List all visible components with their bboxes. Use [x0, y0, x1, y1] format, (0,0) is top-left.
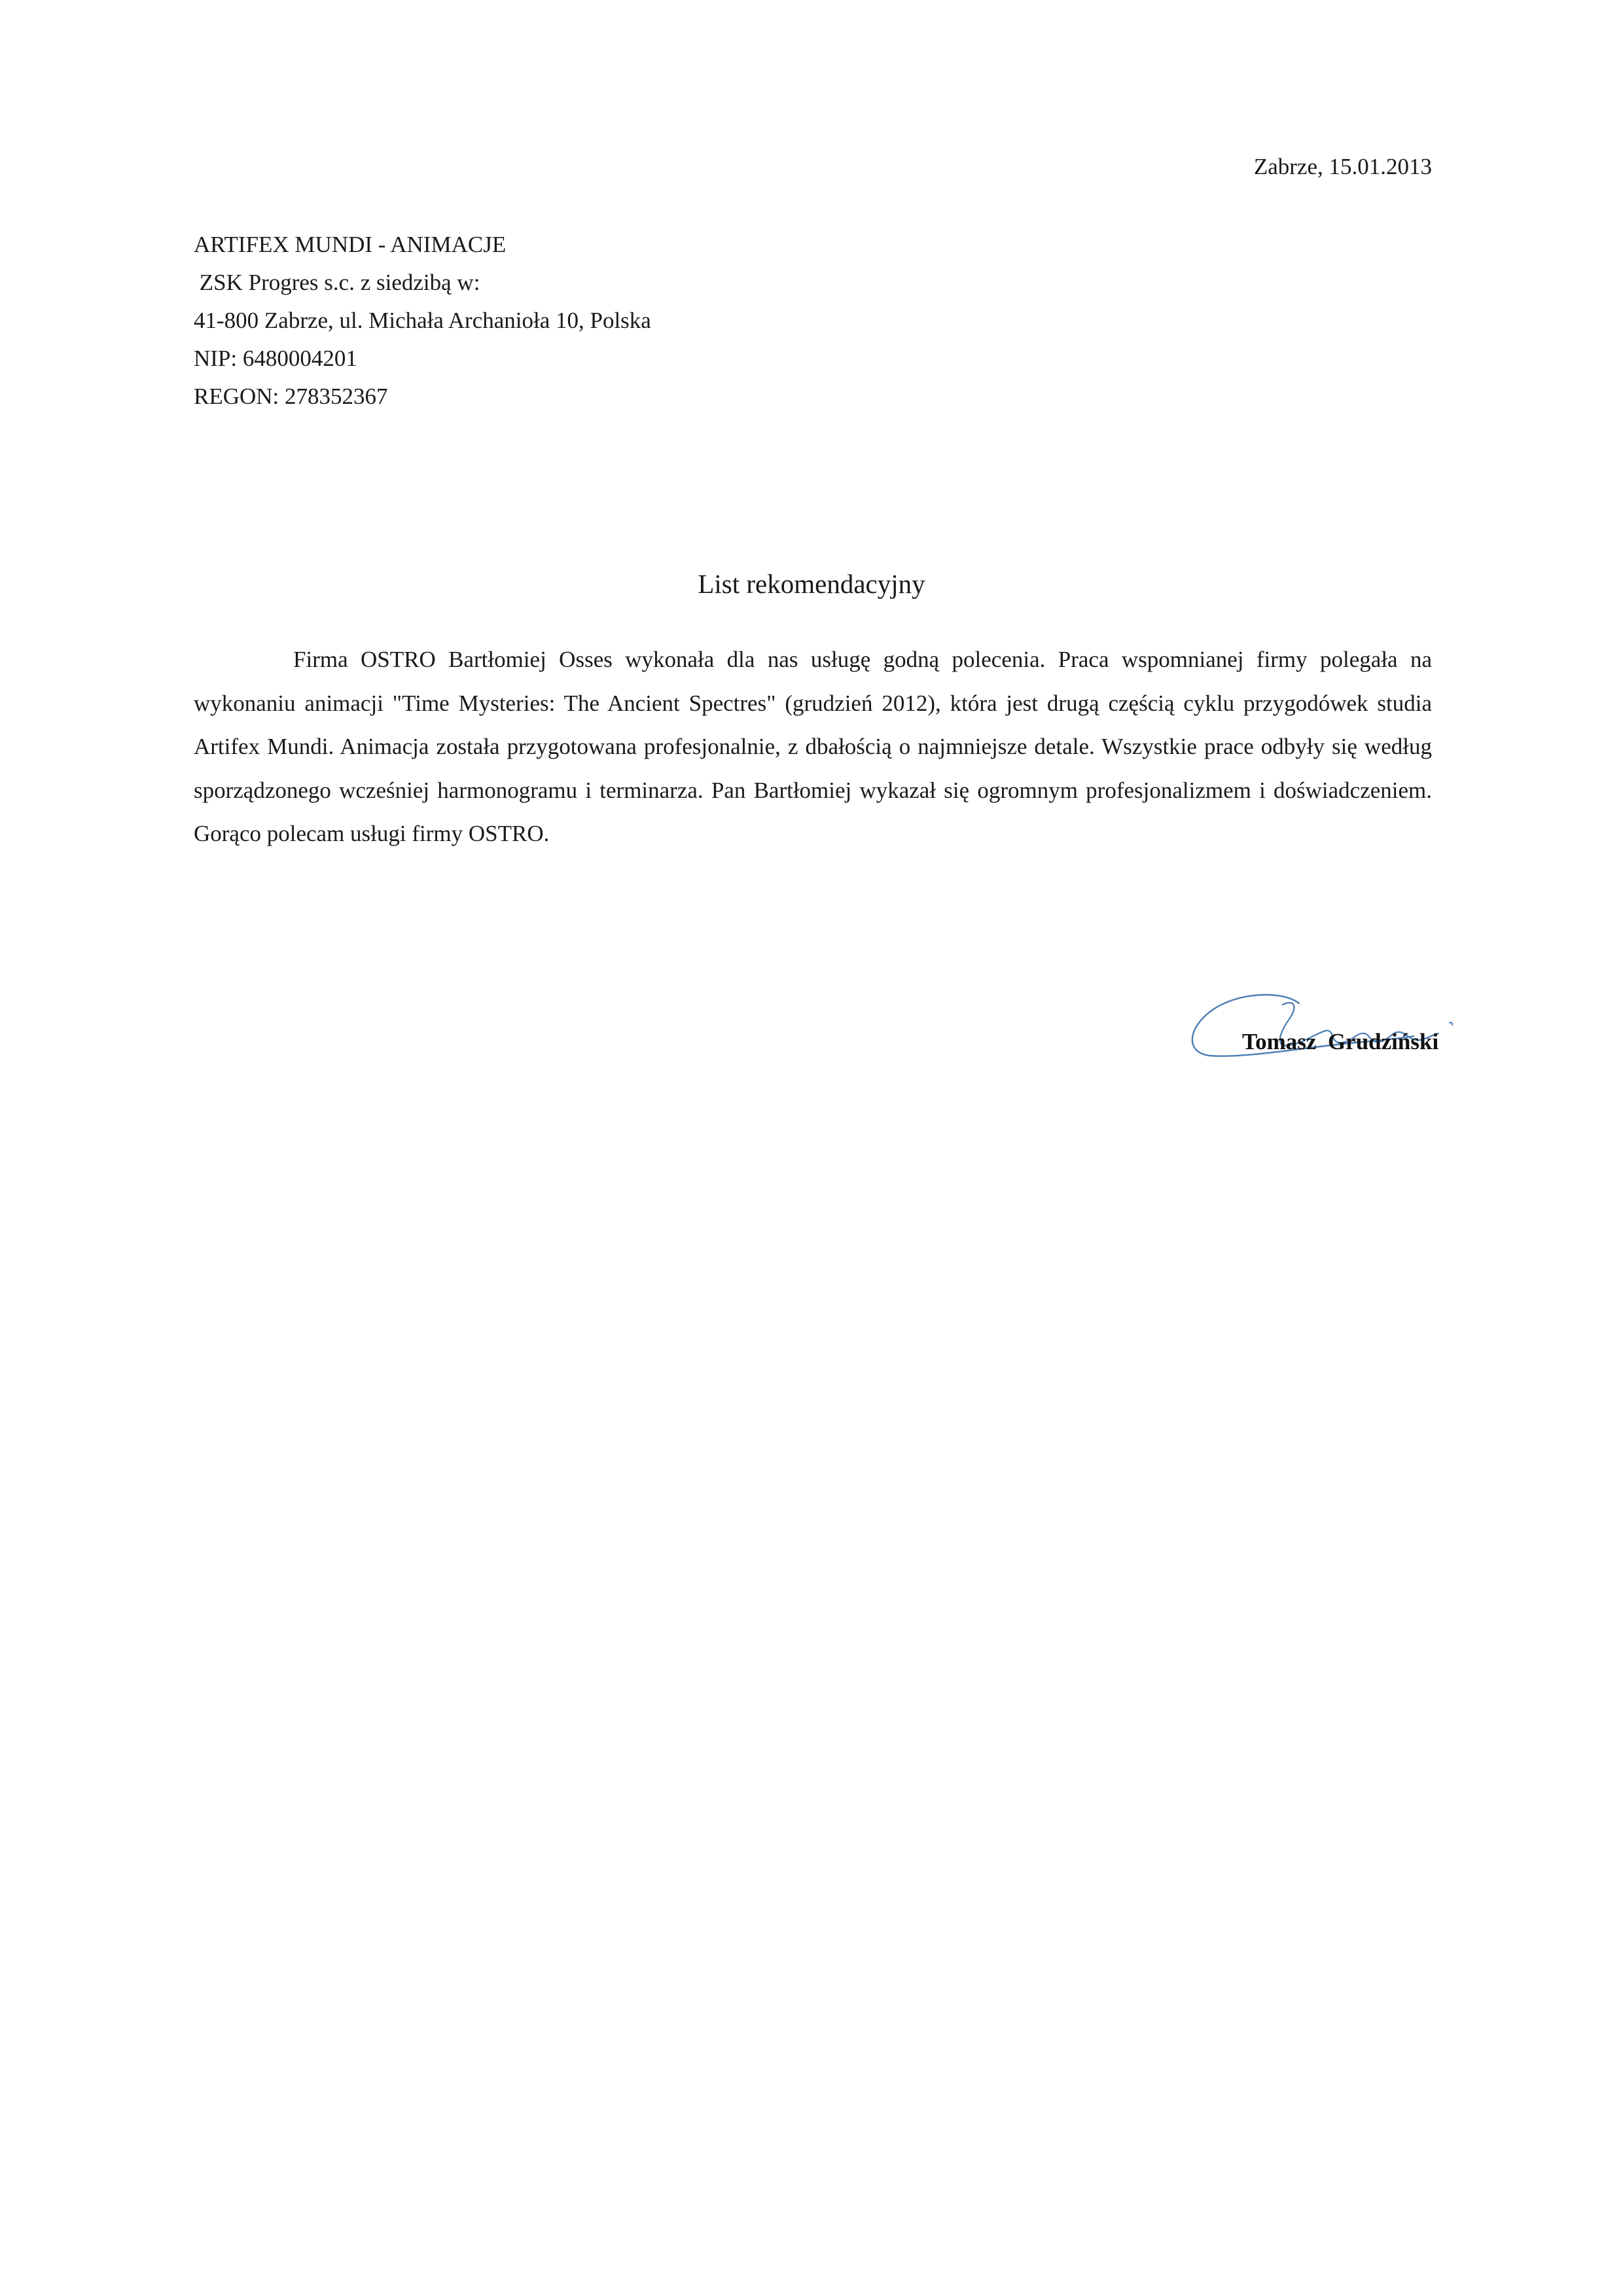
- sender-street-address: 41-800 Zabrze, ul. Michała Archanioła 10, Polska: [194, 308, 651, 333]
- sender-address-block: [194, 226, 651, 416]
- letter-body: Firma OSTRO Bartłomiej Osses wykonała dla nas usługę godną polecenia. Praca wspomnianej firmy polegała na wykonaniu animacji "Time Mysteries: The Ancient Spectres" (grudzień 2012), która jest drugą częścią cyklu przygodówek studia Artifex Mundi. Animacja została przygotowana profesjonalnie, z dbałością o najmniejsze detale. Wszystkie prace odbyły się według sporządzonego wcześniej harmonogramu i terminarza. Pan Bartłomiej wykazał się ogromnym profesjonalizmem i doświadczeniem. Gorąco polecam usługi firmy OSTRO.: [194, 647, 1432, 846]
- sender-regon: REGON: 278352367: [194, 384, 388, 409]
- letter-date: Zabrze, 15.01.2013: [1253, 154, 1432, 179]
- signature-block: [1185, 985, 1472, 1083]
- sender-company-legal: ZSK Progres s.c. z siedzibą w:: [194, 270, 480, 295]
- letter-title: List rekomendacyjny: [698, 569, 925, 599]
- sender-company-name: ARTIFEX MUNDI - ANIMACJE: [194, 232, 507, 257]
- signer-name: Tomasz Grudziński: [1242, 1029, 1439, 1054]
- sender-nip: NIP: 6480004201: [194, 346, 357, 371]
